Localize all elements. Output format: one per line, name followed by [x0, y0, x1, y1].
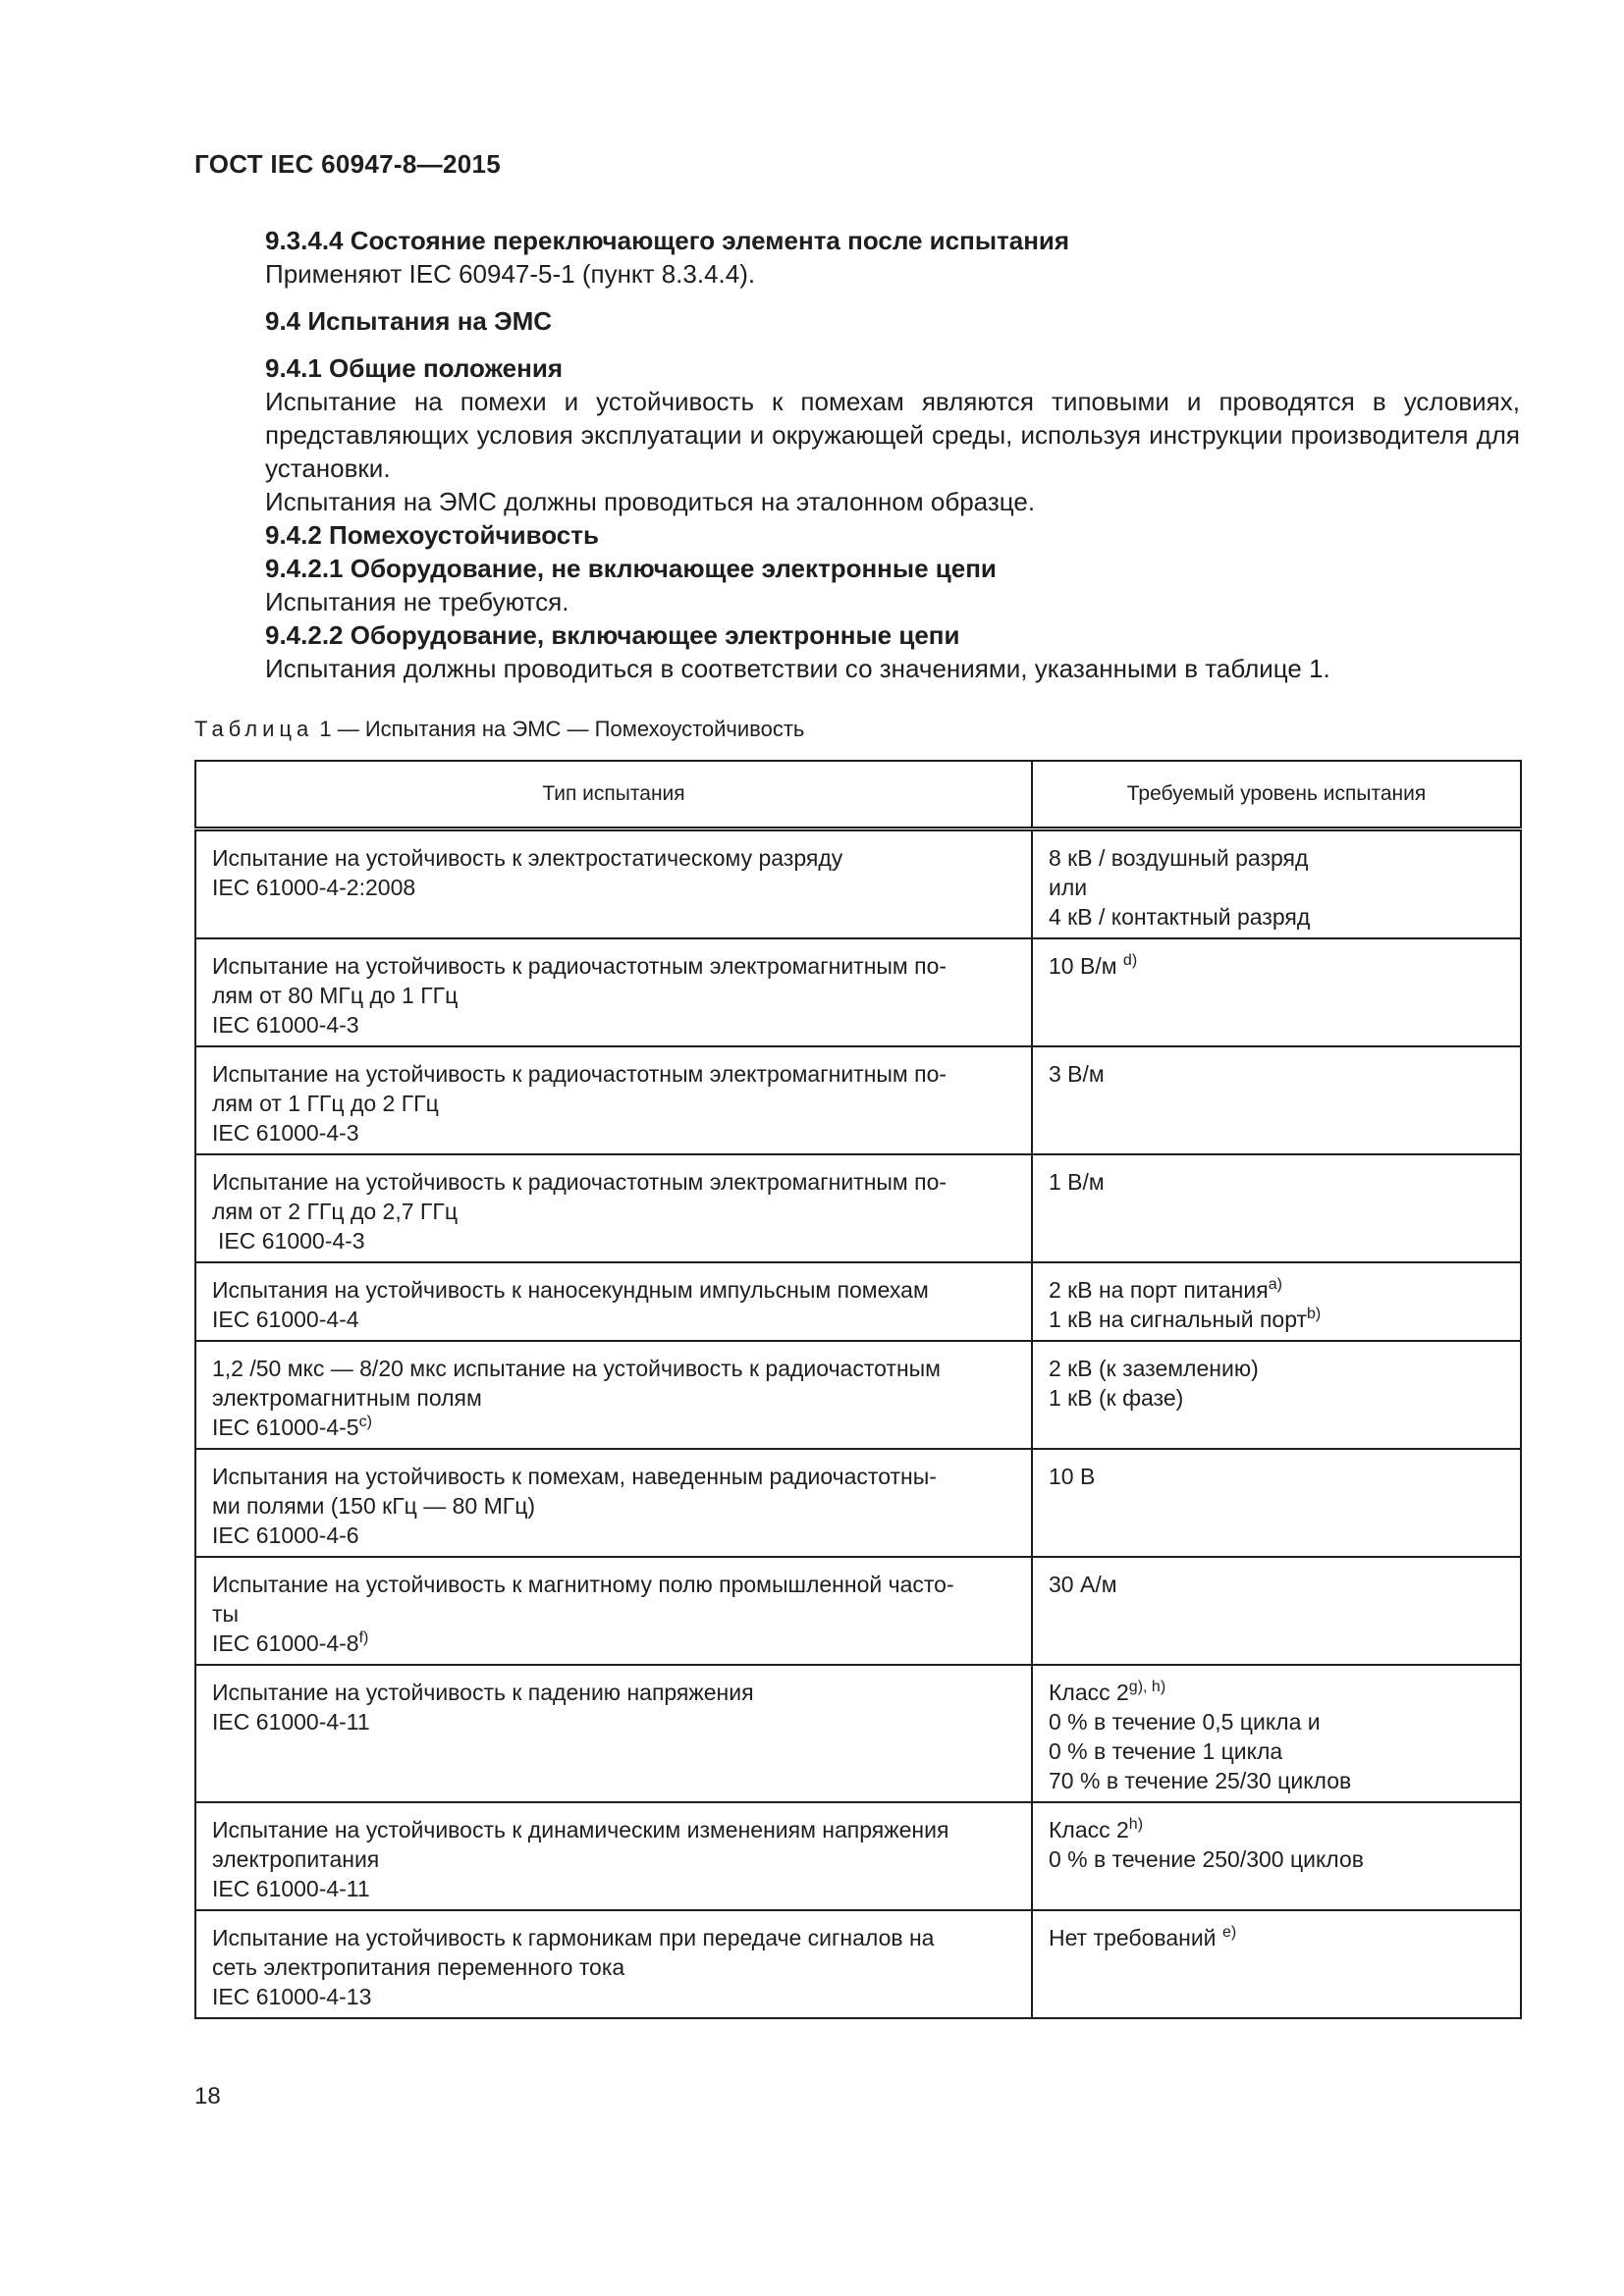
- section-9-3-4-4-title: 9.3.4.4 Состояние переключающего элемента после испытания: [265, 226, 1070, 255]
- test-standard: IEC 61000-4-11: [212, 1709, 370, 1735]
- test-standard: [212, 1413, 1017, 1442]
- test-type-cell: [195, 1154, 1032, 1262]
- footnote-ref: a): [1268, 1276, 1282, 1293]
- test-standard: [212, 1629, 1017, 1658]
- test-line: Испытание на устойчивость к радиочастотным электромагнитным по-: [212, 953, 947, 979]
- page-number: 18: [194, 2083, 221, 2109]
- test-line: ты: [212, 1601, 240, 1627]
- test-type-cell: [195, 1665, 1032, 1802]
- test-type-cell: [195, 1341, 1032, 1449]
- required-level-cell: [1032, 1154, 1521, 1262]
- test-type-cell: [195, 1046, 1032, 1154]
- document-code-header: ГОСТ IEC 60947-8—2015: [194, 149, 501, 179]
- level-line: 2 кВ (к заземлению): [1049, 1356, 1259, 1381]
- test-type-cell: [195, 938, 1032, 1046]
- required-level-cell: [1032, 1802, 1521, 1910]
- required-level-cell: [1032, 938, 1521, 1046]
- column-header-required-level: Требуемый уровень испытания: [1032, 761, 1521, 829]
- table-row: [195, 829, 1521, 939]
- test-line: лям от 80 МГц до 1 ГГц: [212, 983, 459, 1008]
- test-line: электропитания: [212, 1846, 380, 1872]
- table-caption-title: 1 — Испытания на ЭМС — Помехоустойчивость: [313, 717, 805, 741]
- level-value: Класс 2: [1049, 1817, 1129, 1842]
- table-row: [195, 1910, 1521, 2018]
- test-type-cell: [195, 1557, 1032, 1665]
- table-row: [195, 1449, 1521, 1557]
- section-9-4-2-2-text: Испытания должны проводиться в соответствии со значениями, указанными в таблице 1.: [265, 654, 1330, 683]
- test-line: Испытание на устойчивость к падению напряжения: [212, 1680, 754, 1705]
- test-line: Испытание на устойчивость к магнитному полю промышленной часто-: [212, 1572, 954, 1597]
- footnote-ref: e): [1221, 1924, 1237, 1941]
- footnote-ref: b): [1307, 1306, 1322, 1322]
- table-caption: [194, 717, 804, 742]
- table-caption-word: Таблица: [194, 717, 314, 741]
- level-line: 1 кВ (к фазе): [1049, 1385, 1184, 1411]
- test-standard: IEC 61000-4-6: [212, 1522, 359, 1548]
- section-9-4-title: 9.4 Испытания на ЭМС: [265, 306, 553, 336]
- level-line: [1049, 1678, 1506, 1707]
- required-level-cell: [1032, 1449, 1521, 1557]
- level-value: Класс 2: [1049, 1680, 1129, 1705]
- test-line: лям от 1 ГГц до 2 ГГц: [212, 1091, 439, 1116]
- test-type-cell: [195, 1262, 1032, 1341]
- test-standard: IEC 61000-4-13: [212, 1984, 372, 2009]
- level-value: 1 В/м: [1049, 1169, 1105, 1195]
- level-line: 0 % в течение 250/300 циклов: [1049, 1846, 1365, 1872]
- footnote-ref: f): [358, 1629, 369, 1646]
- test-standard: IEC 61000-4-11: [212, 1876, 370, 1901]
- section-9-4-1-paragraph-2: Испытания на ЭМС должны проводиться на эталонном образце.: [265, 487, 1036, 516]
- test-line: Испытание на устойчивость к гармоникам при передаче сигналов на: [212, 1925, 935, 1950]
- section-9-3-4-4-text: Применяют IEC 60947-5-1 (пункт 8.3.4.4).: [265, 259, 756, 289]
- table-row: [195, 1665, 1521, 1802]
- table-row: [195, 1802, 1521, 1910]
- level-line: 8 кВ / воздушный разряд: [1049, 845, 1309, 871]
- test-standard: IEC 61000-4-4: [212, 1307, 359, 1332]
- level-line: [1049, 1275, 1506, 1305]
- level-line: [1049, 951, 1506, 981]
- test-standard: IEC 61000-4-3: [212, 1012, 359, 1038]
- test-standard: IEC 61000-4-3: [212, 1120, 359, 1146]
- table-header-row: [195, 761, 1521, 829]
- footnote-ref: g), h): [1128, 1679, 1166, 1695]
- test-line: Испытания на устойчивость к помехам, наведенным радиочастотны-: [212, 1464, 937, 1489]
- level-value: 10 В: [1049, 1464, 1096, 1489]
- required-level-cell: [1032, 1341, 1521, 1449]
- test-line: сеть электропитания переменного тока: [212, 1954, 625, 1980]
- table-row: [195, 1046, 1521, 1154]
- level-value: 3 В/м: [1049, 1061, 1105, 1087]
- test-line: 1,2 /50 мкс — 8/20 мкс испытание на устойчивость к радиочастотным: [212, 1356, 941, 1381]
- required-level-cell: [1032, 1665, 1521, 1802]
- level-value: 10 В/м: [1049, 953, 1123, 979]
- section-9-4-1-title: 9.4.1 Общие положения: [265, 353, 563, 383]
- level-line: 70 % в течение 25/30 циклов: [1049, 1768, 1352, 1793]
- required-level-cell: [1032, 1910, 1521, 2018]
- level-line: 0 % в течение 0,5 цикла и: [1049, 1709, 1321, 1735]
- table-row: [195, 1154, 1521, 1262]
- test-line: Испытание на устойчивость к электростатическому разряду: [212, 845, 843, 871]
- footnote-ref: c): [358, 1414, 372, 1430]
- table-row: [195, 938, 1521, 1046]
- section-9-4-2-1-text: Испытания не требуются.: [265, 587, 569, 616]
- level-line: или: [1049, 875, 1088, 900]
- level-value: 2 кВ на порт питания: [1049, 1277, 1269, 1303]
- standard-code: IEC 61000-4-5: [212, 1415, 359, 1440]
- test-type-cell: [195, 1449, 1032, 1557]
- test-line: лям от 2 ГГц до 2,7 ГГц: [212, 1199, 458, 1224]
- level-line: [1049, 1923, 1506, 1952]
- required-level-cell: [1032, 829, 1521, 939]
- footnote-ref: h): [1128, 1816, 1144, 1833]
- required-level-cell: [1032, 1557, 1521, 1665]
- test-line: ми полями (150 кГц — 80 МГц): [212, 1493, 536, 1519]
- level-line: [1049, 1815, 1506, 1844]
- test-standard: IEC 61000-4-2:2008: [212, 875, 416, 900]
- test-line: Испытание на устойчивость к радиочастотным электромагнитным по-: [212, 1169, 947, 1195]
- footnote-ref: d): [1122, 952, 1138, 969]
- level-line: 4 кВ / контактный разряд: [1049, 904, 1311, 930]
- column-header-test-type: Тип испытания: [195, 761, 1032, 829]
- test-line: Испытание на устойчивость к радиочастотным электромагнитным по-: [212, 1061, 947, 1087]
- test-line: Испытания на устойчивость к наносекундным импульсным помехам: [212, 1277, 929, 1303]
- table-row: [195, 1341, 1521, 1449]
- test-line: Испытание на устойчивость к динамическим изменениям напряжения: [212, 1817, 949, 1842]
- level-line: 0 % в течение 1 цикла: [1049, 1738, 1283, 1764]
- document-body: [194, 224, 1520, 685]
- section-9-4-1-paragraph-1: Испытание на помехи и устойчивость к помехам являются типовыми и проводятся в условиях, представляющих условия эксплуатации и окружающей среды, используя инструкции производителя для установки.: [265, 387, 1520, 483]
- level-line: [1049, 1305, 1506, 1334]
- level-value: Нет требований: [1049, 1925, 1222, 1950]
- level-value: 1 кВ на сигнальный порт: [1049, 1307, 1308, 1332]
- ems-immunity-table: [194, 760, 1522, 2019]
- test-standard: IEC 61000-4-3: [218, 1228, 365, 1254]
- test-type-cell: [195, 1802, 1032, 1910]
- required-level-cell: [1032, 1262, 1521, 1341]
- table-row: [195, 1262, 1521, 1341]
- section-9-4-2-2-title: 9.4.2.2 Оборудование, включающее электронные цепи: [265, 620, 960, 650]
- section-9-4-2-title: 9.4.2 Помехоустойчивость: [265, 520, 599, 550]
- standard-code: IEC 61000-4-8: [212, 1630, 359, 1656]
- test-line: электромагнитным полям: [212, 1385, 482, 1411]
- section-9-4-2-1-title: 9.4.2.1 Оборудование, не включающее электронные цепи: [265, 554, 997, 583]
- test-type-cell: [195, 829, 1032, 939]
- level-value: 30 А/м: [1049, 1572, 1117, 1597]
- required-level-cell: [1032, 1046, 1521, 1154]
- test-type-cell: [195, 1910, 1032, 2018]
- table-row: [195, 1557, 1521, 1665]
